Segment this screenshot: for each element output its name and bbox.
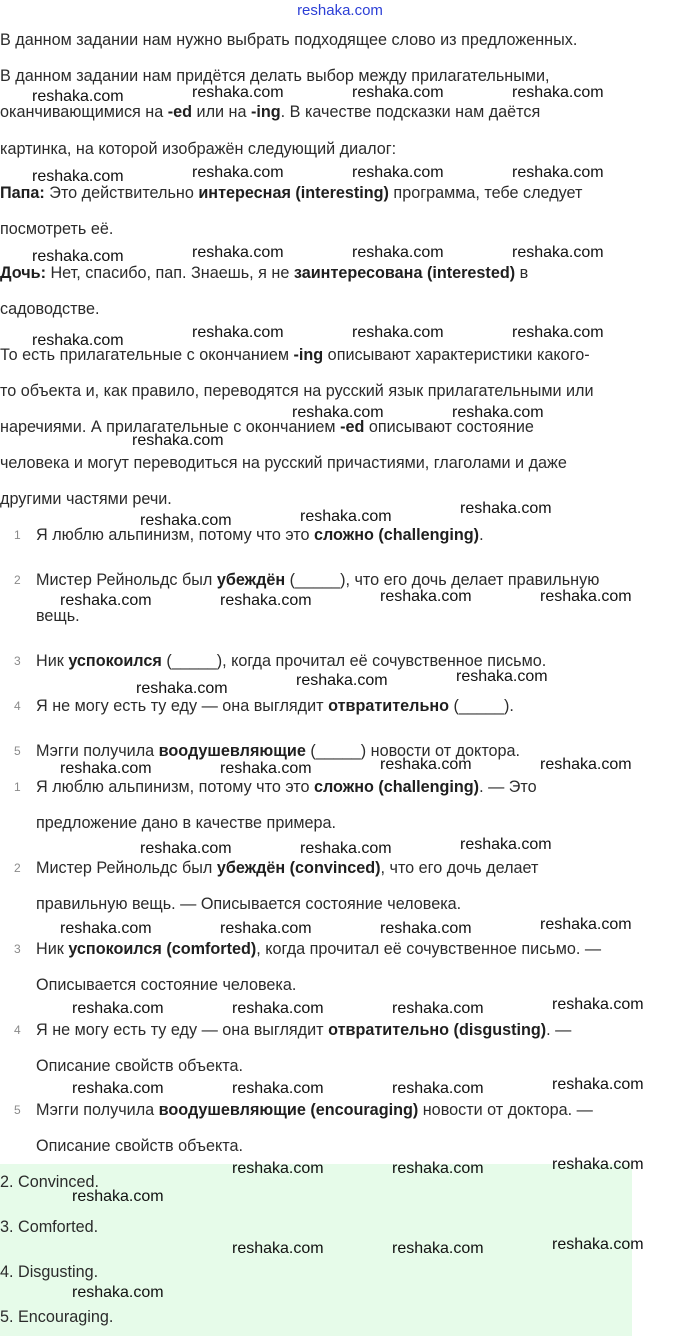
intro-paragraph-2b: оканчивающимися на -ed или на -ing. В качестве подсказки нам даётся <box>0 103 541 121</box>
watermark: reshaka.com <box>32 248 124 265</box>
watermark: reshaka.com <box>392 1000 484 1017</box>
watermark: reshaka.com <box>460 836 552 853</box>
watermark: reshaka.com <box>72 1000 164 1017</box>
intro-paragraph-3e: другими частями речи. <box>0 490 172 508</box>
answer-line: 2. Convinced. <box>0 1173 99 1191</box>
answer-item: Мистер Рейнольдс был убеждён (convinced), что его дочь делает <box>36 859 539 877</box>
watermark: reshaka.com <box>232 1240 324 1257</box>
watermark: reshaka.com <box>232 1000 324 1017</box>
watermark: reshaka.com <box>72 1188 164 1205</box>
answer-number: 5 <box>14 1103 21 1117</box>
watermark: reshaka.com <box>460 500 552 517</box>
watermark: reshaka.com <box>140 512 232 529</box>
watermark: reshaka.com <box>136 680 228 697</box>
watermark: reshaka.com <box>192 84 284 101</box>
watermark: reshaka.com <box>60 592 152 609</box>
watermark: reshaka.com <box>232 1160 324 1177</box>
question-number: 3 <box>14 654 21 668</box>
watermark: reshaka.com <box>32 168 124 185</box>
watermark: reshaka.com <box>392 1240 484 1257</box>
question-number: 4 <box>14 699 21 713</box>
watermark: reshaka.com <box>60 920 152 937</box>
intro-paragraph-1: В данном задании нам нужно выбрать подходящее слово из предложенных. <box>0 31 578 49</box>
watermark: reshaka.com <box>512 324 604 341</box>
watermark: reshaka.com <box>192 244 284 261</box>
watermark: reshaka.com <box>512 84 604 101</box>
watermark: reshaka.com <box>456 668 548 685</box>
watermark: reshaka.com <box>352 324 444 341</box>
watermark: reshaka.com <box>552 1156 644 1173</box>
watermark: reshaka.com <box>60 760 152 777</box>
dialog-daughter-cont: садоводстве. <box>0 300 100 318</box>
answer-line: 5. Encouraging. <box>0 1308 114 1326</box>
watermark: reshaka.com <box>220 760 312 777</box>
watermark: reshaka.com <box>140 840 232 857</box>
watermark: reshaka.com <box>220 592 312 609</box>
question-item: Я люблю альпинизм, потому что это сложно (challenging). <box>36 526 484 544</box>
watermark: reshaka.com <box>552 1236 644 1253</box>
watermark: reshaka.com <box>192 324 284 341</box>
watermark: reshaka.com <box>132 432 224 449</box>
watermark: reshaka.com <box>380 756 472 773</box>
question-number: 1 <box>14 528 21 542</box>
watermark: reshaka.com <box>72 1284 164 1301</box>
answer-item: Мэгги получила воодушевляющие (encouraging) новости от доктора. — <box>36 1101 593 1119</box>
answer-item: Я люблю альпинизм, потому что это сложно (challenging). — Это <box>36 778 537 796</box>
watermark: reshaka.com <box>296 672 388 689</box>
intro-paragraph-2c: картинка, на которой изображён следующий диалог: <box>0 140 397 158</box>
answer-item-cont: Описание свойств объекта. <box>36 1057 243 1075</box>
question-item: Я не могу есть ту еду — она выглядит отвратительно (_____). <box>36 697 514 715</box>
intro-paragraph-3c: наречиями. А прилагательные с окончанием -ed описывают состояние <box>0 418 534 436</box>
answer-line: 3. Comforted. <box>0 1218 99 1236</box>
intro-paragraph-3a: То есть прилагательные с окончанием -ing описывают характеристики какого- <box>0 346 590 364</box>
intro-paragraph-2a: В данном задании нам придётся делать выбор между прилагательными, <box>0 67 550 85</box>
answer-item: Я не могу есть ту еду — она выглядит отвратительно (disgusting). — <box>36 1021 572 1039</box>
watermark: reshaka.com <box>540 916 632 933</box>
intro-paragraph-3b: то объекта и, как правило, переводятся на русский язык прилагательными или <box>0 382 594 400</box>
question-item-cont: вещь. <box>36 607 80 625</box>
watermark: reshaka.com <box>392 1160 484 1177</box>
watermark: reshaka.com <box>192 164 284 181</box>
watermark: reshaka.com <box>512 164 604 181</box>
answer-number: 4 <box>14 1023 21 1037</box>
watermark: reshaka.com <box>32 88 124 105</box>
site-watermark-top[interactable]: reshaka.com <box>297 2 383 19</box>
watermark: reshaka.com <box>552 1076 644 1093</box>
answer-line: 4. Disgusting. <box>0 1263 99 1281</box>
dialog-dad-cont: посмотреть её. <box>0 220 114 238</box>
watermark: reshaka.com <box>552 996 644 1013</box>
answer-item-cont: правильную вещь. — Описывается состояние человека. <box>36 895 462 913</box>
answer-number: 1 <box>14 780 21 794</box>
watermark: reshaka.com <box>380 920 472 937</box>
watermark: reshaka.com <box>292 404 384 421</box>
watermark: reshaka.com <box>232 1080 324 1097</box>
watermark: reshaka.com <box>452 404 544 421</box>
watermark: reshaka.com <box>352 84 444 101</box>
dialog-daughter: Дочь: Нет, спасибо, пап. Знаешь, я не заинтересована (interested) в <box>0 264 529 282</box>
dialog-dad: Папа: Это действительно интересная (interesting) программа, тебе следует <box>0 184 583 202</box>
watermark: reshaka.com <box>32 332 124 349</box>
answer-item-cont: Описывается состояние человека. <box>36 976 297 994</box>
watermark: reshaka.com <box>512 244 604 261</box>
question-item: Мэгги получила воодушевляющие (_____) новости от доктора. <box>36 742 521 760</box>
answer-number: 2 <box>14 861 21 875</box>
answer-item-cont: предложение дано в качестве примера. <box>36 814 336 832</box>
question-number: 5 <box>14 744 21 758</box>
watermark: reshaka.com <box>540 588 632 605</box>
question-number: 2 <box>14 573 21 587</box>
answer-item-cont: Описание свойств объекта. <box>36 1137 243 1155</box>
question-item: Ник успокоился (_____), когда прочитал её сочувственное письмо. <box>36 652 547 670</box>
intro-paragraph-3d: человека и могут переводиться на русский причастиями, глаголами и даже <box>0 454 567 472</box>
answer-number: 3 <box>14 942 21 956</box>
watermark: reshaka.com <box>300 508 392 525</box>
watermark: reshaka.com <box>380 588 472 605</box>
watermark: reshaka.com <box>352 244 444 261</box>
watermark: reshaka.com <box>220 920 312 937</box>
watermark: reshaka.com <box>352 164 444 181</box>
question-item: Мистер Рейнольдс был убеждён (_____), что его дочь делает правильную <box>36 571 600 589</box>
watermark: reshaka.com <box>540 756 632 773</box>
answer-item: Ник успокоился (comforted), когда прочитал её сочувственное письмо. — <box>36 940 602 958</box>
watermark: reshaka.com <box>392 1080 484 1097</box>
watermark: reshaka.com <box>300 840 392 857</box>
watermark: reshaka.com <box>72 1080 164 1097</box>
